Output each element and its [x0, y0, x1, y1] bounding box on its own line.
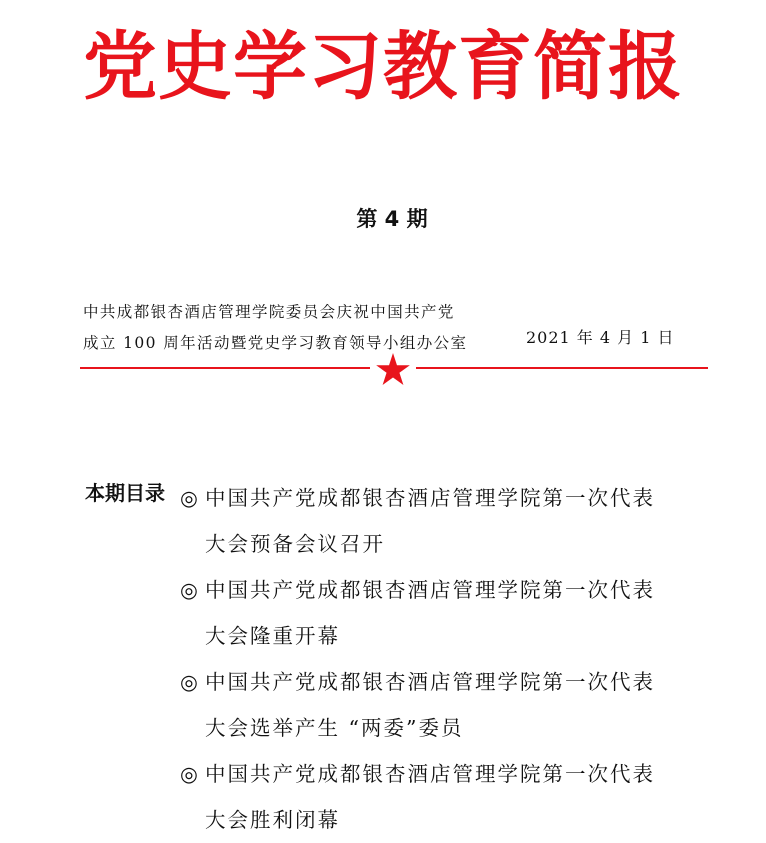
- issue-number: 第 4 期: [356, 207, 428, 231]
- toc-item-line-2: 大会胜利闭幕: [205, 808, 340, 832]
- issuer-block: [83, 297, 467, 359]
- star-shape: [376, 353, 410, 385]
- issue-date: 2021 年 4 月 1 日: [526, 328, 675, 347]
- toc-item-line-2: 大会隆重开幕: [205, 624, 340, 648]
- bullet-icon: ◎: [180, 578, 198, 602]
- toc-item: [180, 567, 655, 659]
- toc-list: [180, 475, 655, 843]
- divider-line-right: [416, 367, 708, 369]
- toc-item-line-1: 中国共产党成都银杏酒店管理学院第一次代表: [205, 670, 655, 694]
- toc-item-line-2: 大会预备会议召开: [205, 532, 385, 556]
- toc-item-line-2: 大会选举产生 “两委”委员: [205, 716, 464, 740]
- bullet-icon: ◎: [180, 670, 198, 694]
- toc-item-line-1: 中国共产党成都银杏酒店管理学院第一次代表: [205, 762, 655, 786]
- divider-line-left: [80, 367, 370, 369]
- issuer-line-2: 成立 100 周年活动暨党史学习教育领导小组办公室: [83, 334, 468, 352]
- masthead-title: 党史学习教育简报: [83, 24, 683, 110]
- issuer-line-1: 中共成都银杏酒店管理学院委员会庆祝中国共产党: [83, 303, 455, 321]
- toc-label: 本期目录: [85, 481, 165, 505]
- toc-item-line-1: 中国共产党成都银杏酒店管理学院第一次代表: [205, 486, 655, 510]
- toc-item: [180, 751, 655, 843]
- star-icon: [376, 353, 410, 385]
- toc-item: [180, 475, 655, 567]
- toc-item-line-1: 中国共产党成都银杏酒店管理学院第一次代表: [205, 578, 655, 602]
- bullet-icon: ◎: [180, 486, 198, 510]
- toc-item: [180, 659, 655, 751]
- bullet-icon: ◎: [180, 762, 198, 786]
